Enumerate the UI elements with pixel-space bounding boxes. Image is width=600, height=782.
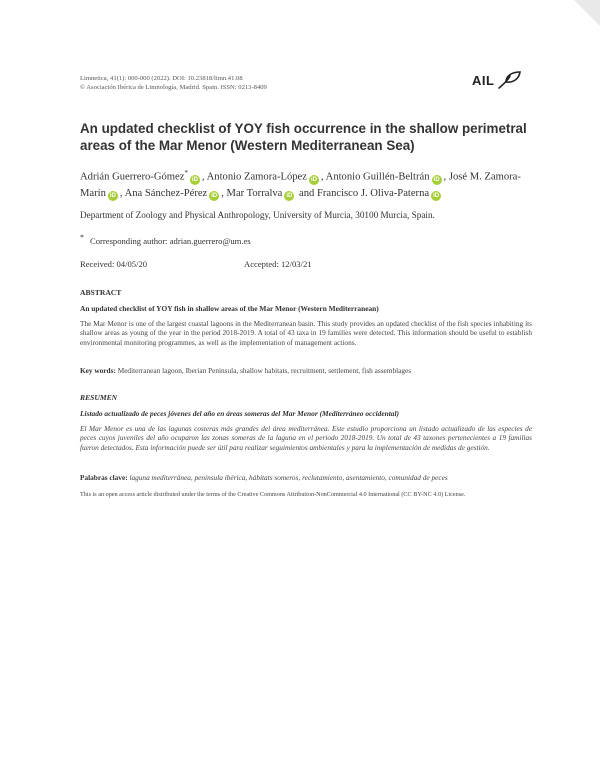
accepted-date: Accepted: 12/03/21 — [244, 259, 312, 269]
author-name: Adrián Guerrero-Gómez — [80, 171, 185, 183]
copyright-line: © Asociación Ibérica de Limnología, Madrid. Spain. ISSN: 0213-8409 — [80, 84, 267, 91]
journal-header — [80, 74, 267, 92]
resumen-body: El Mar Menor es una de las lagunas costeras más grandes del área mediterránea. Este estudio proporciona un listado actualizado de las especies de peces cuyos juveniles del año ocuparon las zonas someras de la laguna en el periodo 2018-2019. Un total de 43 taxones pertenecientes a 19 familias fueron detectados. Esta información puede ser útil para realizar seguimientos ambientales y para la implementación de medidas de gestión. — [80, 424, 532, 452]
keywords-label: Key words: — [80, 366, 116, 375]
received-date: Received: 04/05/20 — [80, 259, 148, 269]
affiliation: Department of Zoology and Physical Anthropology, University of Murcia, 30100 Murcia, Spain. — [80, 210, 435, 220]
author-name: , Antonio Guillén-Beltrán — [320, 171, 430, 183]
page-corner-fold — [574, 0, 600, 26]
abstract-heading: ABSTRACT — [80, 288, 122, 297]
author-name: , Ana Sánchez-Pérez — [119, 188, 208, 200]
palabras-clave-text: laguna mediterránea, península ibérica, hábitats someros, reclutamiento, asentamiento, comunidad de peces — [129, 473, 448, 482]
orcid-icon[interactable]: iD — [433, 176, 440, 183]
resumen-heading: RESUMEN — [80, 393, 118, 402]
corresponding-text: Corresponding author: adrian.guerrero@um.es — [90, 235, 251, 246]
author-name: and Francisco J. Oliva-Paterna — [296, 188, 430, 200]
orcid-icon[interactable]: iD — [211, 193, 218, 200]
orcid-icon[interactable]: iD — [310, 176, 317, 183]
orcid-icon[interactable]: iD — [109, 193, 116, 200]
abstract-keywords — [80, 366, 532, 375]
logo-text: AIL — [472, 72, 495, 88]
orcid-icon[interactable]: iD — [191, 176, 198, 183]
author-name: , Mar Torralva — [221, 188, 283, 200]
journal-logo — [472, 70, 522, 90]
palabras-clave-label: Palabras clave: — [80, 473, 128, 482]
submission-dates — [80, 259, 380, 269]
orcid-icon[interactable]: iD — [286, 193, 293, 200]
author-name: , Antonio Zamora-López — [201, 171, 307, 183]
resumen-subtitle: Listado actualizado de peces jóvenes del año en áreas someras del Mar Menor (Mediterráneo occidental) — [80, 409, 400, 418]
author-name: , José M. Zamora-Marín — [80, 171, 521, 200]
resumen-keywords — [80, 473, 532, 482]
abstract-body: The Mar Menor is one of the largest coastal lagoons in the Mediterranean basin. This study provides an updated checklist of the fish species inhabiting its shallow areas as young of the year in the period 2018-2019. A total of 43 taxa in 19 families were detected. This information should be useful to establish environmental monitoring programmes, as well as the implementation of management actions. — [80, 319, 532, 347]
author-list — [80, 165, 525, 203]
corresponding-author — [80, 233, 251, 246]
corresponding-mark: * — [184, 169, 188, 177]
orcid-icon[interactable]: iD — [433, 193, 440, 200]
license-notice: This is an open access article distributed under the terms of the Creative Commons Attribution-NonCommercial 4.0 International (CC BY-NC 4.0) License. — [80, 491, 466, 498]
paper-title: An updated checklist of YOY fish occurrence in the shallow perimetral areas of the Mar Menor (Western Mediterranean Sea) — [80, 121, 527, 153]
leaf-icon — [496, 70, 522, 90]
citation-line: Limnetica, 41(1): 000-000 (2022). DOI: 10.23818/limn.41.08 — [80, 75, 243, 82]
corresponding-mark: * — [80, 233, 84, 242]
abstract-subtitle: An updated checklist of YOY fish in shallow areas of the Mar Menor (Western Mediterranean) — [80, 304, 379, 313]
keywords-text: Mediterranean lagoon, Iberian Peninsula, shallow habitats, recruitment, settlement, fish assemblages — [117, 366, 412, 375]
